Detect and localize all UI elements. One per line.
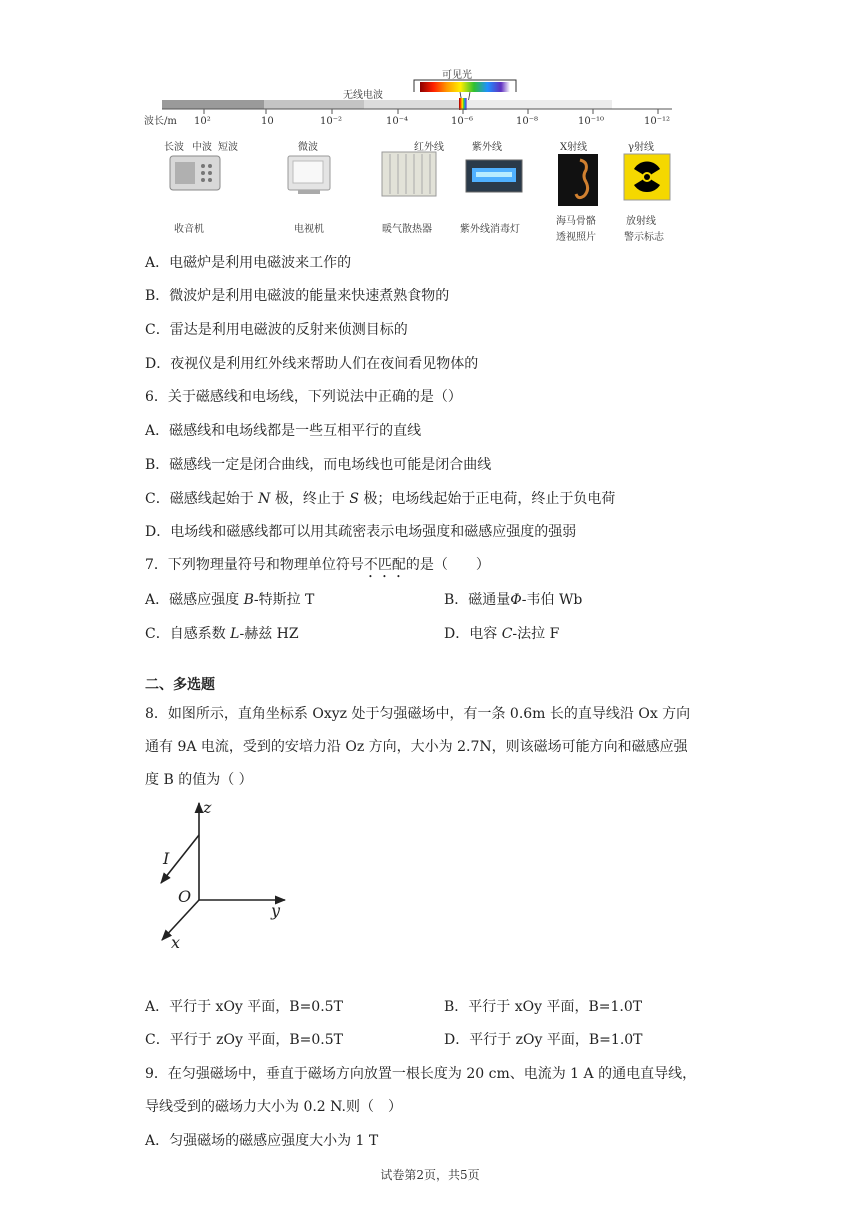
section-heading: 二、多选题 [145, 677, 215, 693]
device-label: 海马骨骼 [556, 216, 596, 227]
device-label: 警示标志 [624, 232, 664, 243]
wavelength-axis-label: 波长/m [144, 116, 177, 127]
radio-image [170, 156, 220, 190]
device-label: 放射线 [626, 216, 656, 227]
tick-label: 10⁻¹² [644, 116, 671, 127]
device-label: 透视照片 [556, 232, 596, 243]
device-label: 电视机 [294, 224, 324, 235]
q6-option-c: C．磁感线起始于 N 极，终止于 S 极；电场线起始于正电荷，终止于负电荷 [145, 491, 616, 507]
q8-stem-line: 度 B 的值为（ ） [145, 772, 253, 788]
band-label: 红外线 [414, 142, 444, 153]
x-axis-label: x [171, 933, 181, 952]
origin-label: O [178, 887, 192, 906]
emphasis-mismatch: 不匹配 [363, 557, 406, 573]
q7-option-a: A．磁感应强度 B-特斯拉 T [145, 592, 315, 608]
tick-label: 10⁻¹⁰ [578, 116, 605, 127]
q5-option-c: C．雷达是利用电磁波的反射来侦测目标的 [145, 322, 408, 338]
q6-option-d: D．电场线和磁感线都可以用其疏密表示电场强度和磁感应强度的强弱 [145, 524, 577, 540]
axes-graphic [145, 795, 305, 955]
tick-label: 10² [194, 116, 211, 127]
q9-stem-line: 导线受到的磁场力大小为 0.2 N.则（ ） [145, 1099, 402, 1115]
band-label: 短波 [218, 142, 238, 153]
q7-option-d: D．电容 C-法拉 F [444, 626, 560, 642]
radiation-sign-image [624, 154, 670, 200]
q6-option-a: A．磁感线和电场线都是一些互相平行的直线 [145, 423, 422, 439]
q9-stem-line: 9．在匀强磁场中，垂直于磁场方向放置一根长度为 20 cm、电流为 1 A 的通电直导线， [145, 1066, 697, 1082]
coordinate-figure [145, 795, 305, 955]
visible-rainbow [420, 82, 510, 92]
q5-option-b: B．微波炉是利用电磁波的能量来快速煮熟食物的 [145, 288, 450, 304]
visible-light-label: 可见光 [442, 70, 472, 81]
band-label: γ射线 [628, 142, 654, 153]
device-label: 紫外线消毒灯 [460, 224, 520, 235]
band-label: 微波 [298, 142, 318, 153]
device-label: 收音机 [174, 224, 204, 235]
q5-option-a: A．电磁炉是利用电磁波来工作的 [145, 255, 352, 271]
tv-image [288, 156, 330, 194]
q9-option-a: A．匀强磁场的磁感应强度大小为 1 T [145, 1133, 379, 1149]
current-label: I [163, 849, 170, 868]
y-axis-label: y [271, 901, 281, 920]
q8-option-a: A．平行于 xOy 平面，B=0.5T [145, 999, 343, 1015]
q7-stem: 7．下列物理量符号和物理单位符号不匹配的是（ ） [145, 557, 490, 573]
q8-option-c: C．平行于 zOy 平面，B=0.5T [145, 1032, 343, 1048]
q7-option-b: B．磁通量Φ-韦伯 Wb [444, 592, 583, 608]
em-spectrum-figure [140, 58, 680, 248]
q5-option-d: D．夜视仪是利用红外线来帮助人们在夜间看见物体的 [145, 356, 479, 372]
z-axis-label: z [203, 798, 212, 817]
uv-lamp-image [466, 160, 522, 192]
page-footer: 试卷第2页，共5页 [380, 1168, 480, 1182]
tick-label: 10 [261, 116, 274, 127]
q8-stem-line: 8．如图所示，直角坐标系 Oxyz 处于匀强磁场中，有一条 0.6m 长的直导线沿 Ox 方向 [145, 706, 691, 722]
band-label: 长波 [164, 142, 184, 153]
q8-stem-line: 通有 9A 电流，受到的安培力沿 Oz 方向，大小为 2.7N，则该磁场可能方向和磁感应强 [145, 739, 688, 755]
tick-label: 10⁻² [320, 116, 343, 127]
seahorse-xray-image [558, 154, 598, 206]
tick-label: 10⁻⁶ [451, 116, 474, 127]
radio-wave-label: 无线电波 [343, 90, 383, 101]
q6-stem: 6．关于磁感线和电场线，下列说法中正确的是（） [145, 389, 462, 405]
q7-option-c: C．自感系数 L-赫兹 HZ [145, 626, 299, 642]
band-label: 中波 [192, 142, 212, 153]
radiator-image [382, 152, 436, 196]
tick-label: 10⁻⁴ [386, 116, 409, 127]
band-label: 紫外线 [472, 142, 502, 153]
q8-option-b: B．平行于 xOy 平面，B=1.0T [444, 999, 643, 1015]
q6-option-b: B．磁感线一定是闭合曲线，而电场线也可能是闭合曲线 [145, 457, 492, 473]
band-label: X射线 [560, 142, 588, 153]
device-label: 暖气散热器 [382, 224, 432, 235]
tick-label: 10⁻⁸ [516, 116, 539, 127]
q8-option-d: D．平行于 zOy 平面，B=1.0T [444, 1032, 643, 1048]
